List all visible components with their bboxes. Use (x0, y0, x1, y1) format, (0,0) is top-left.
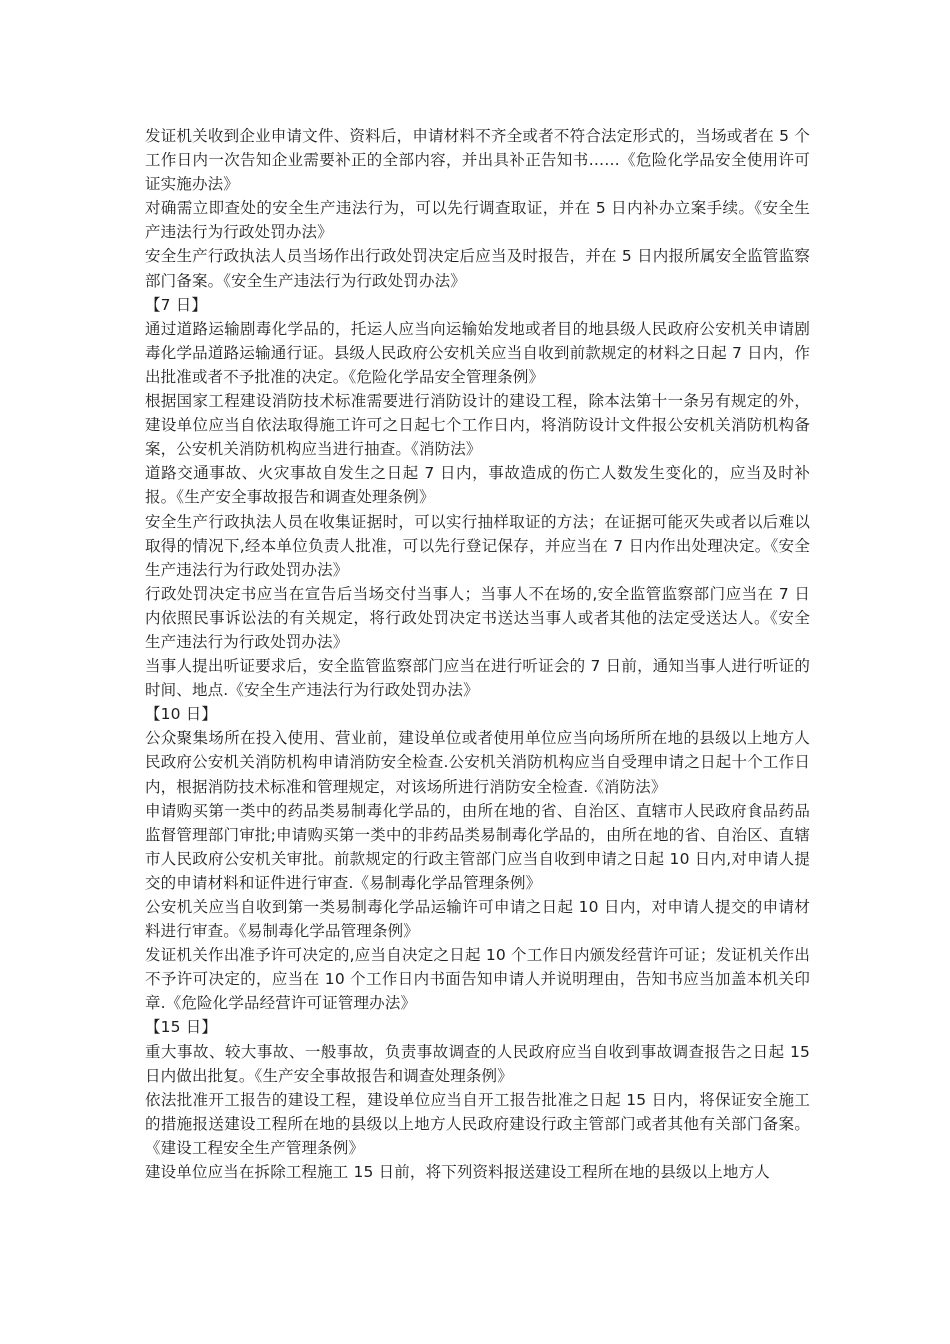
paragraph: 对确需立即查处的安全生产违法行为，可以先行调查取证，并在 5 日内补办立案手续。《安全生产违法行为行政处罚办法》 (145, 199, 810, 242)
section-heading: 【10 日】 (145, 705, 218, 724)
paragraph: 安全生产行政执法人员当场作出行政处罚决定后应当及时报告，并在 5 日内报所属安全监管监察部门备案。《安全生产违法行为行政处罚办法》 (145, 247, 810, 290)
paragraph: 道路交通事故、火灾事故自发生之日起 7 日内，事故造成的伤亡人数发生变化的，应当及时补报。《生产安全事故报告和调查处理条例》 (145, 464, 810, 507)
paragraph: 重大事故、较大事故、一般事故，负责事故调查的人民政府应当自收到事故调查报告之日起 15 日内做出批复。《生产安全事故报告和调查处理条例》 (145, 1042, 810, 1085)
paragraph: 申请购买第一类中的药品类易制毒化学品的，由所在地的省、自治区、直辖市人民政府食品药品监督管理部门审批;申请购买第一类中的非药品类易制毒化学品的，由所在地的省、自治区、直辖市人民政府公安机关审批。前款规定的行政主管部门应当自收到申请之日起 10 日内,对申请人提交的申请材料和证件进行审查.《易制毒化学品管理条例》 (145, 801, 810, 892)
paragraph: 依法批准开工报告的建设工程，建设单位应当自开工报告批准之日起 15 日内，将保证安全施工的措施报送建设工程所在地的县级以上地方人民政府建设行政主管部门或者其他有关部门备案。《建设工程安全生产管理条例》 (145, 1090, 810, 1157)
paragraph: 公众聚集场所在投入使用、营业前，建设单位或者使用单位应当向场所所在地的县级以上地方人民政府公安机关消防机构申请消防安全检查.公安机关消防机构应当自受理申请之日起十个工作日内，根据消防技术标准和管理规定，对该场所进行消防安全检查.《消防法》 (145, 729, 810, 796)
section-heading: 【7 日】 (145, 295, 208, 314)
document-body (145, 124, 810, 1184)
paragraph: 发证机关作出准予许可决定的,应当自决定之日起 10 个工作日内颁发经营许可证；发证机关作出不予许可决定的，应当在 10 个工作日内书面告知申请人并说明理由，告知书应当加盖本机关印章.《危险化学品经营许可证管理办法》 (145, 946, 810, 1013)
paragraph: 安全生产行政执法人员在收集证据时，可以实行抽样取证的方法；在证据可能灭失或者以后难以取得的情况下,经本单位负责人批准，可以先行登记保存，并应当在 7 日内作出处理决定。《安全生产违法行为行政处罚办法》 (145, 512, 810, 579)
paragraph: 当事人提出听证要求后，安全监管监察部门应当在进行听证会的 7 日前，通知当事人进行听证的时间、地点.《安全生产违法行为行政处罚办法》 (145, 657, 810, 700)
section-heading: 【15 日】 (145, 1018, 218, 1037)
paragraph: 建设单位应当在拆除工程施工 15 日前，将下列资料报送建设工程所在地的县级以上地方人 (145, 1163, 770, 1182)
paragraph: 发证机关收到企业申请文件、资料后，申请材料不齐全或者不符合法定形式的，当场或者在 5 个工作日内一次告知企业需要补正的全部内容，并出具补正告知书……《危险化学品安全使用许可证实施办法》 (145, 127, 810, 194)
paragraph: 行政处罚决定书应当在宣告后当场交付当事人；当事人不在场的,安全监管监察部门应当在 7 日内依照民事诉讼法的有关规定，将行政处罚决定书送达当事人或者其他的法定受送达人。《安全生产违法行为行政处罚办法》 (145, 584, 810, 651)
paragraph: 根据国家工程建设消防技术标准需要进行消防设计的建设工程，除本法第十一条另有规定的外，建设单位应当自依法取得施工许可之日起七个工作日内，将消防设计文件报公安机关消防机构备案，公安机关消防机构应当进行抽查。《消防法》 (145, 392, 810, 459)
paragraph: 公安机关应当自收到第一类易制毒化学品运输许可申请之日起 10 日内，对申请人提交的申请材料进行审查。《易制毒化学品管理条例》 (145, 898, 810, 941)
paragraph: 通过道路运输剧毒化学品的，托运人应当向运输始发地或者目的地县级人民政府公安机关申请剧毒化学品道路运输通行证。县级人民政府公安机关应当自收到前款规定的材料之日起 7 日内，作出批准或者不予批准的决定。《危险化学品安全管理条例》 (145, 319, 810, 386)
